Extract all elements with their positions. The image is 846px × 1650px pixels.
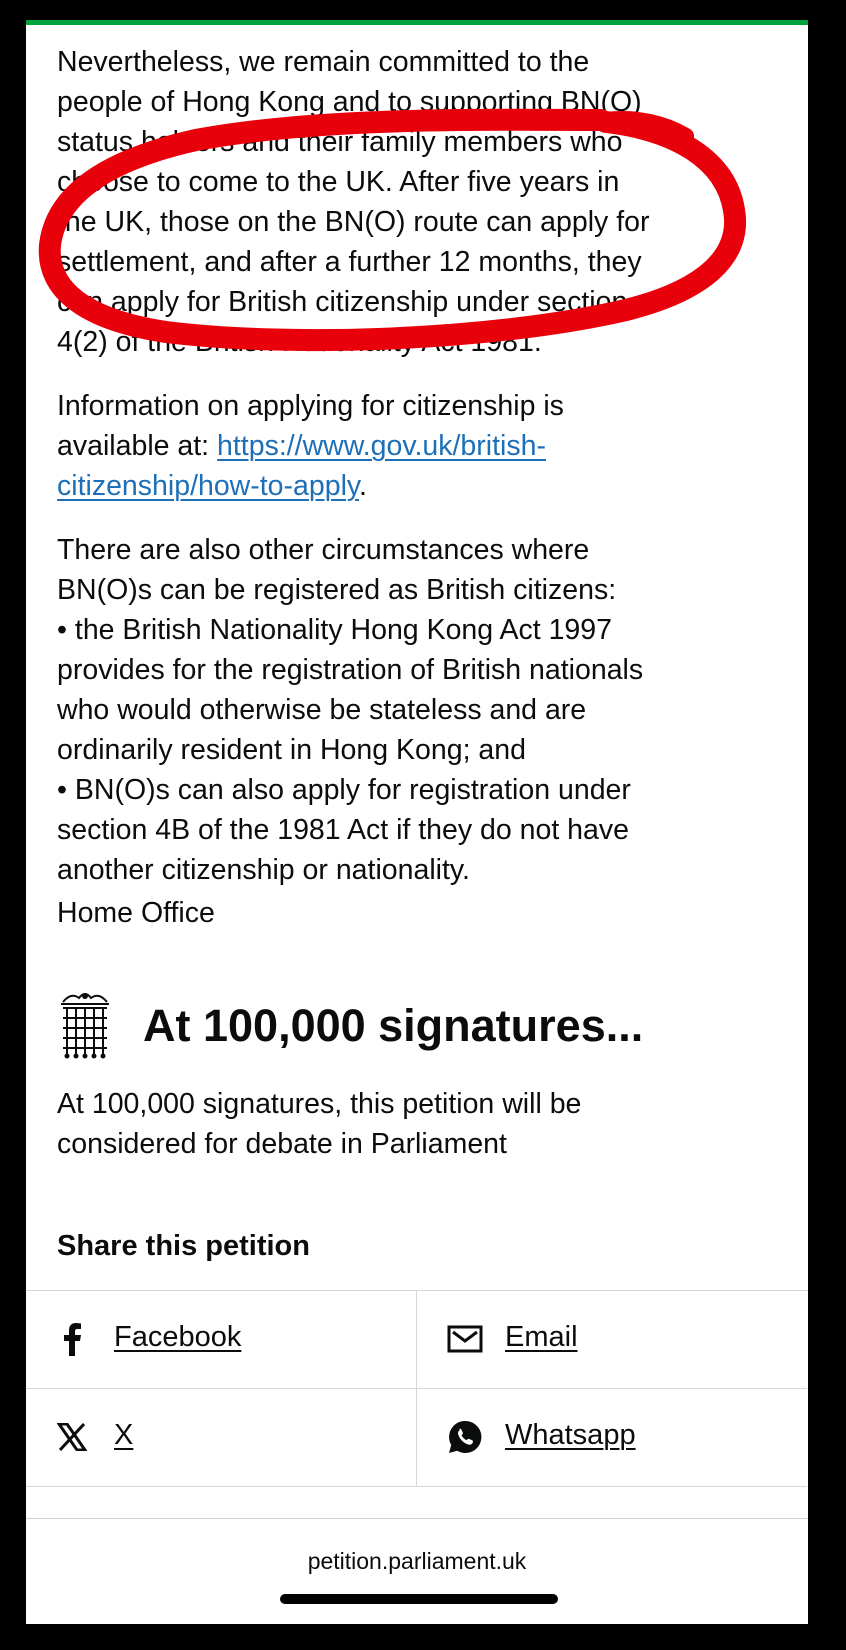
share-grid [26, 1290, 808, 1487]
text-line: Information on applying for citizenship is [57, 390, 564, 422]
text-line: people of Hong Kong and to supporting BN(O) [57, 86, 642, 118]
text-line: provides for the registration of British nationals [57, 654, 644, 686]
gov-uk-citizenship-link-continued[interactable]: citizenship/how-to-apply [57, 470, 360, 502]
share-x-button[interactable] [26, 1389, 417, 1487]
share-email-button[interactable] [417, 1291, 807, 1389]
text-line: BN(O)s can be registered as British citizens: [57, 574, 617, 606]
share-facebook-button[interactable] [26, 1291, 417, 1389]
x-logo-icon [54, 1419, 90, 1455]
citizenship-info-paragraph [57, 386, 564, 506]
text-line [57, 426, 564, 466]
share-whatsapp-button[interactable] [417, 1389, 807, 1487]
response-signoff: Home Office [57, 897, 215, 929]
email-label: Email [505, 1321, 578, 1353]
text-line: • the British Nationality Hong Kong Act 1997 [57, 614, 612, 646]
phone-screen [26, 20, 808, 1624]
text-line: considered for debate in Parliament [57, 1128, 507, 1160]
browser-url[interactable]: petition.parliament.uk [307, 1548, 527, 1574]
text-line: There are also other circumstances where [57, 534, 590, 566]
text-line: Nevertheless, we remain committed to the [57, 46, 590, 78]
milestone-description [57, 1084, 581, 1164]
text-line [57, 466, 564, 506]
text-line: can apply for British citizenship under section [57, 286, 628, 318]
gov-uk-citizenship-link[interactable]: https://www.gov.uk/british- [217, 430, 546, 462]
whatsapp-icon [447, 1419, 483, 1455]
text-fragment: available at: [57, 430, 218, 462]
home-indicator[interactable] [280, 1594, 558, 1604]
browser-bar-divider [26, 1518, 808, 1519]
text-line: 4(2) of the British Nationality Act 1981. [57, 326, 542, 358]
whatsapp-label: Whatsapp [505, 1419, 636, 1451]
text-line: status holders and their family members who [57, 126, 623, 158]
portcullis-icon [57, 990, 113, 1060]
other-circumstances-paragraph [57, 530, 643, 890]
envelope-icon [447, 1321, 483, 1357]
top-accent-bar [26, 20, 808, 25]
text-line: ordinarily resident in Hong Kong; and [57, 734, 526, 766]
text-line: section 4B of the 1981 Act if they do not have [57, 814, 629, 846]
text-line: choose to come to the UK. After five years in [57, 166, 620, 198]
text-line: At 100,000 signatures, this petition will be [57, 1088, 582, 1120]
facebook-icon [54, 1321, 90, 1357]
x-label: X [114, 1419, 134, 1451]
milestone-title: At 100,000 signatures... [143, 1000, 644, 1051]
text-line: settlement, and after a further 12 months, they [57, 246, 642, 278]
text-line: another citizenship or nationality. [57, 854, 470, 886]
text-fragment: . [359, 470, 367, 502]
text-line: • BN(O)s can also apply for registration under [57, 774, 631, 806]
facebook-label: Facebook [114, 1321, 242, 1353]
text-line: who would otherwise be stateless and are [57, 694, 587, 726]
share-section-title: Share this petition [57, 1230, 310, 1262]
milestone-heading [57, 990, 777, 1086]
government-response-paragraph [57, 42, 649, 362]
text-line: the UK, those on the BN(O) route can apply for [57, 206, 650, 238]
